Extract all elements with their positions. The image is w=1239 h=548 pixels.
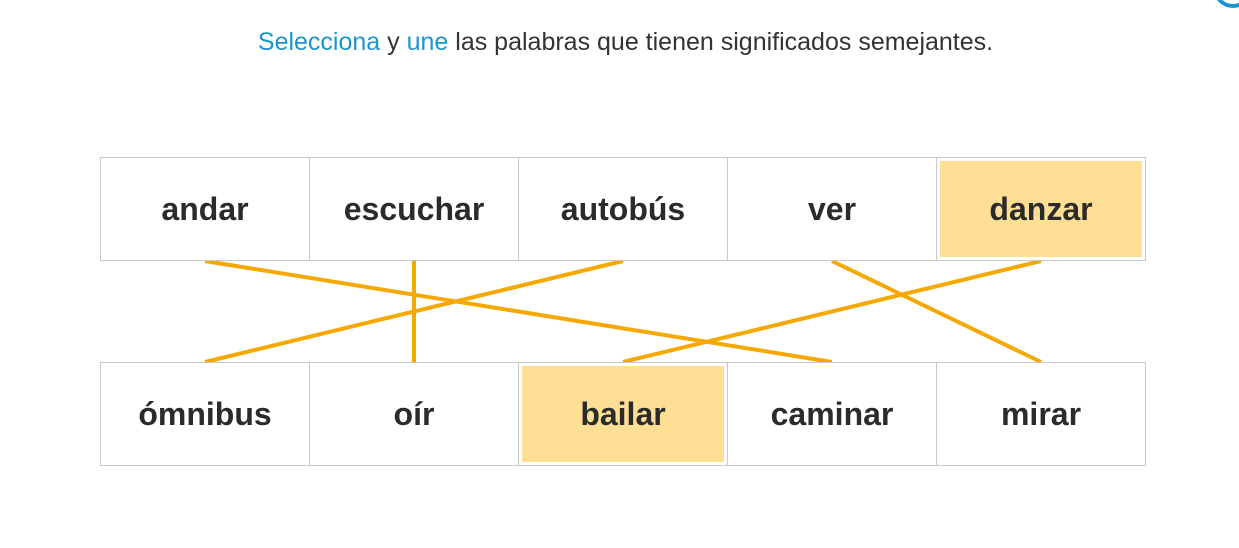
connection-line-ver [832,261,1041,362]
instruction-text [0,28,1239,57]
word-card-omnibus[interactable]: ómnibus [100,362,310,466]
word-card-caminar[interactable]: caminar [727,362,937,466]
word-card-mirar[interactable]: mirar [936,362,1146,466]
word-card-escuchar[interactable]: escuchar [309,157,519,261]
word-card-andar[interactable]: andar [100,157,310,261]
word-card-autobus[interactable]: autobús [518,157,728,261]
instruction-keyword-join: une [406,28,449,56]
connection-line-autobús [205,261,623,362]
word-card-bailar[interactable]: bailar [518,362,728,466]
instruction-connector: y [380,28,407,56]
word-card-ver[interactable]: ver [727,157,937,261]
bottom-word-row [100,362,1150,466]
instruction-rest: las palabras que tienen significados semejantes. [448,28,994,56]
top-word-row [100,157,1150,261]
connection-line-andar [205,261,832,362]
help-icon[interactable] [1213,0,1239,8]
word-card-danzar[interactable]: danzar [936,157,1146,261]
instruction-keyword-select: Selecciona [257,28,381,56]
word-card-oir[interactable]: oír [309,362,519,466]
connection-line-danzar [623,261,1041,362]
